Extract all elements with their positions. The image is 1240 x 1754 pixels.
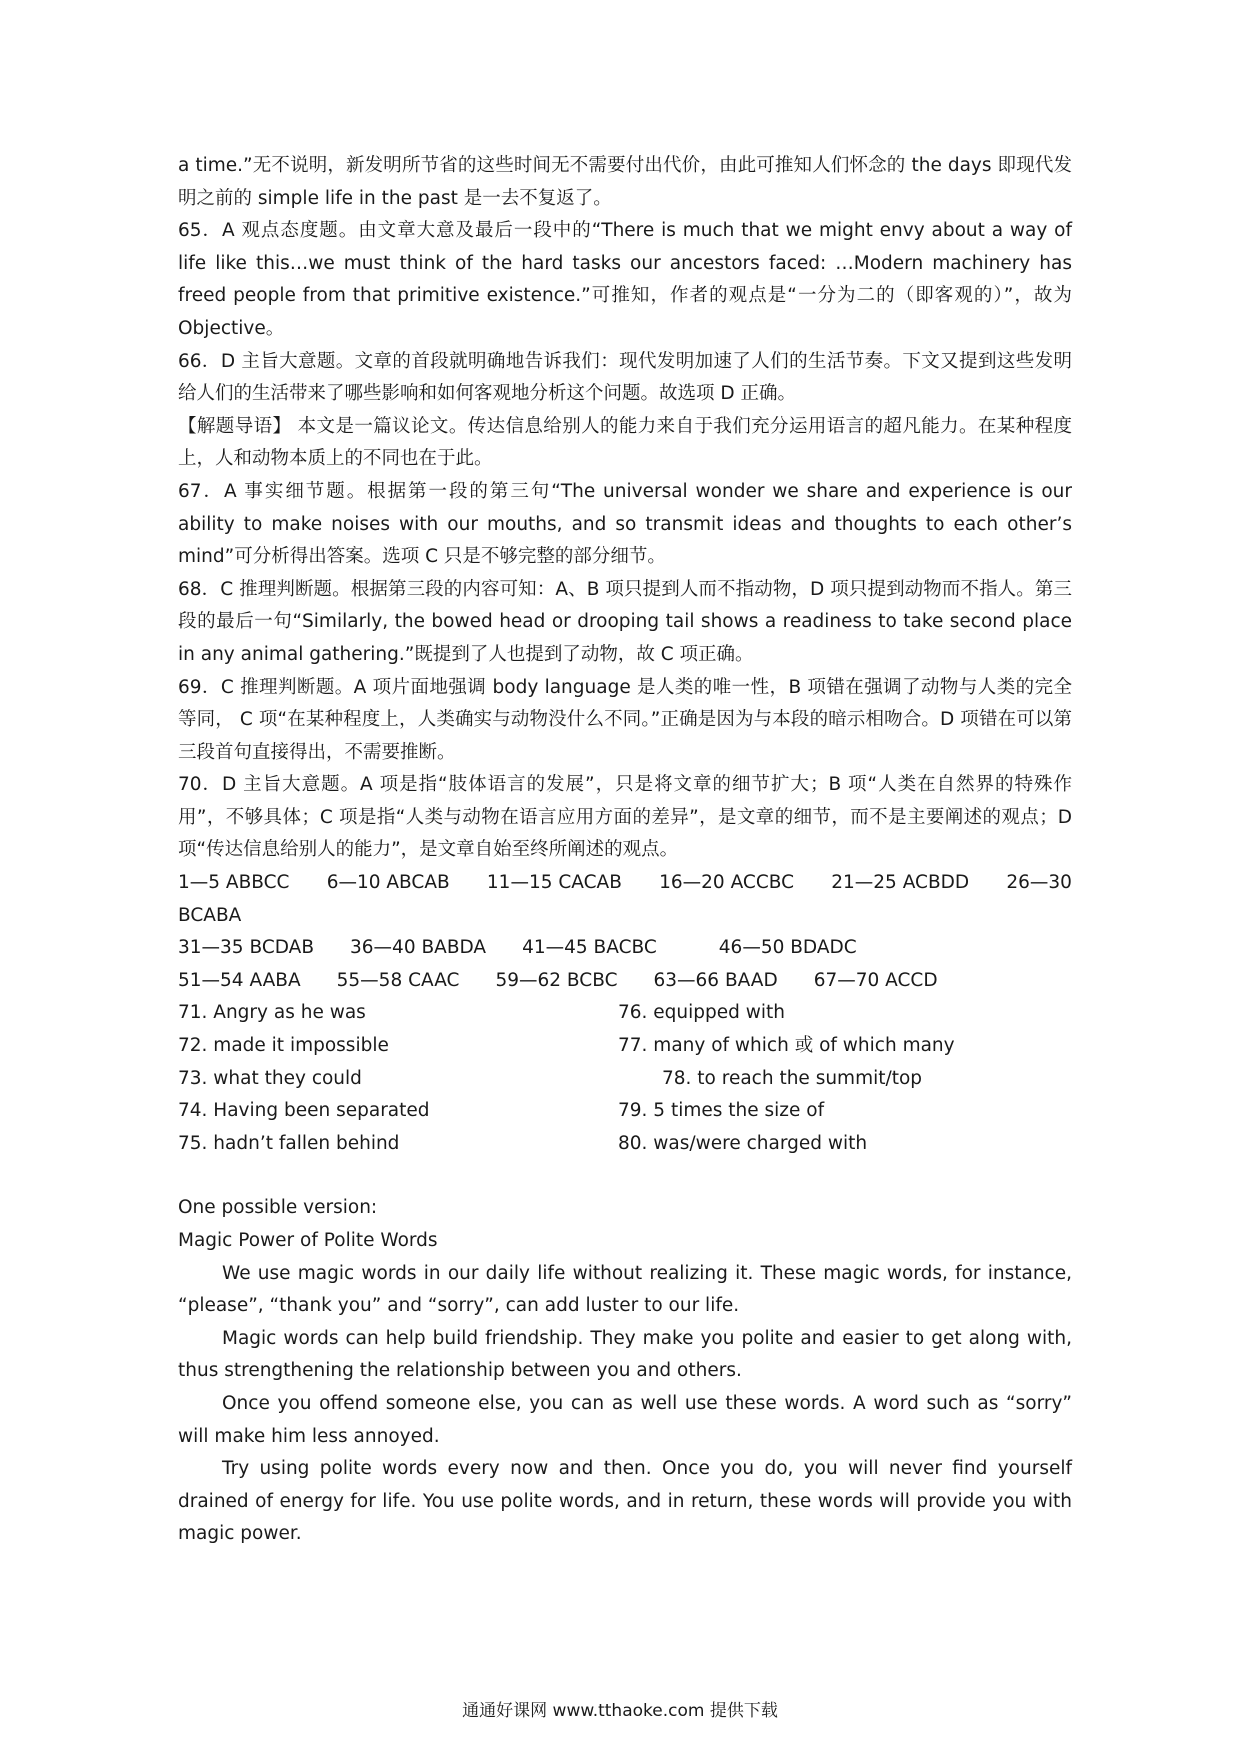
answer-group: 51—54 AABA — [178, 969, 301, 991]
answer-group: 21—25 ACBDD — [831, 872, 970, 894]
explanation-69: 69．C 推理判断题。A 项片面地强调 body language 是人类的唯一性，B 项错在强调了动物与人类的完全等同， C 项“在某种程度上，人类确实与动物没什么不同。”正确是因为与本段的暗示相吻合。D 项错在可以第三段首句直接得出，不需要推断。 — [178, 676, 1072, 763]
fill-answer: 72. made it impossible — [178, 1035, 389, 1057]
fill-answer: 73. what they could — [178, 1067, 362, 1089]
answer-group: 41—45 BACBC — [522, 937, 657, 959]
fill-answer: 79. 5 times the size of — [618, 1100, 825, 1122]
answer-group: 6—10 ABCAB — [326, 872, 450, 894]
fill-answer: 80. was/were charged with — [618, 1132, 868, 1154]
essay-paragraph: Magic words can help build friendship. They make you polite and easier to get along with, thus strengthening the relationship between you and others. — [178, 1327, 1072, 1382]
answer-group: 46—50 BDADC — [718, 937, 857, 959]
fill-answer: 76. equipped with — [618, 1002, 786, 1024]
essay-paragraph: Once you offend someone else, you can as well use these words. A word such as “sorry” will make him less annoyed. — [178, 1393, 1072, 1447]
explanation-64-end: a time.”无不说明，新发明所节省的这些时间无不需要付出代价，由此可推知人们怀念的 the days 即现代发明之前的 simple life in the past 是一去不复返了。 — [178, 155, 1072, 209]
answer-key-row-1-wrap: BCABA — [178, 904, 242, 926]
essay-paragraph: We use magic words in our daily life without realizing it. These magic words, for instance, “please”, “thank you” and “sorry”, can add luster to our life. — [178, 1262, 1072, 1317]
answer-group: 31—35 BCDAB — [178, 937, 315, 959]
explanation-65: 65．A 观点态度题。由文章大意及最后一段中的“There is much that we might envy about a way of life like this…we must think of the hard tasks our ancestors faced: …Modern machinery has freed people from that primitive existence.”可推知，作者的观点是“一分为二的（即客观的）”，故为 Objective。 — [178, 220, 1072, 339]
fill-answer: 75. hadn’t fallen behind — [178, 1132, 400, 1154]
answer-group: 59—62 BCBC — [495, 969, 618, 991]
page-footer: 通通好课网 www.tthaoke.com 提供下载 — [462, 1701, 778, 1721]
fill-answer: 71. Angry as he was — [178, 1002, 366, 1024]
explanation-67: 67．A 事实细节题。根据第一段的第三句“The universal wonder we share and experience is our ability to make noises with our mouths, and so transmit ideas and thoughts to each other’s mind”可分析得出答案。选项 C 只是不够完整的部分细节。 — [178, 480, 1072, 568]
answer-group: 1—5 ABBCC — [178, 872, 290, 894]
fill-answer: 78. to reach the summit/top — [662, 1067, 923, 1089]
answer-page — [178, 150, 1072, 1551]
answer-key-row-3 — [178, 965, 1072, 998]
answer-key-row-2 — [178, 932, 1072, 965]
answer-group: 36—40 BABDA — [350, 937, 487, 959]
essay-intro: One possible version: — [178, 1197, 378, 1219]
answer-group: 55—58 CAAC — [336, 969, 460, 991]
answer-group: 26—30 — [1006, 872, 1072, 894]
answer-group: 16—20 ACCBC — [659, 872, 795, 894]
fill-answer: 77. many of which 或 of which many — [618, 1035, 955, 1057]
explanation-66: 66．D 主旨大意题。文章的首段就明确地告诉我们：现代发明加速了人们的生活节奏。下文又提到这些发明给人们的生活带来了哪些影响和如何客观地分析这个问题。故选项 D 正确。 — [178, 350, 1072, 405]
essay-title: Magic Power of Polite Words — [178, 1230, 438, 1252]
passage-guide: 【解题导语】 本文是一篇议论文。传达信息给别人的能力来自于我们充分运用语言的超凡能力。在某种程度上，人和动物本质上的不同也在于此。 — [178, 415, 1072, 470]
fill-answer-grid — [178, 997, 1072, 1160]
answer-group: 11—15 CACAB — [486, 872, 622, 894]
fill-answer: 74. Having been separated — [178, 1100, 430, 1122]
explanation-70: 70．D 主旨大意题。A 项是指“肢体语言的发展”，只是将文章的细节扩大；B 项“人类在自然界的特殊作用”，不够具体；C 项是指“人类与动物在语言应用方面的差异”，是文章的细节，而不是主要阐述的观点；D 项“传达信息给别人的能力”，是文章自始至终所阐述的观点。 — [178, 774, 1072, 861]
spacer — [178, 1160, 1072, 1192]
explanation-68: 68．C 推理判断题。根据第三段的内容可知：A、B 项只提到人而不指动物，D 项只提到动物而不指人。第三段的最后一句“Similarly, the bowed head or drooping tail shows a readiness to take second place in any animal gathering.”既提到了人也提到了动物，故 C 项正确。 — [178, 578, 1072, 665]
answer-key-row-1 — [178, 867, 1072, 900]
answer-group: 67—70 ACCD — [813, 969, 938, 991]
answer-group: 63—66 BAAD — [653, 969, 778, 991]
essay-paragraph: Try using polite words every now and then. Once you do, you will never find yourself drained of energy for life. You use polite words, and in return, these words will provide you with magic power. — [178, 1458, 1072, 1545]
